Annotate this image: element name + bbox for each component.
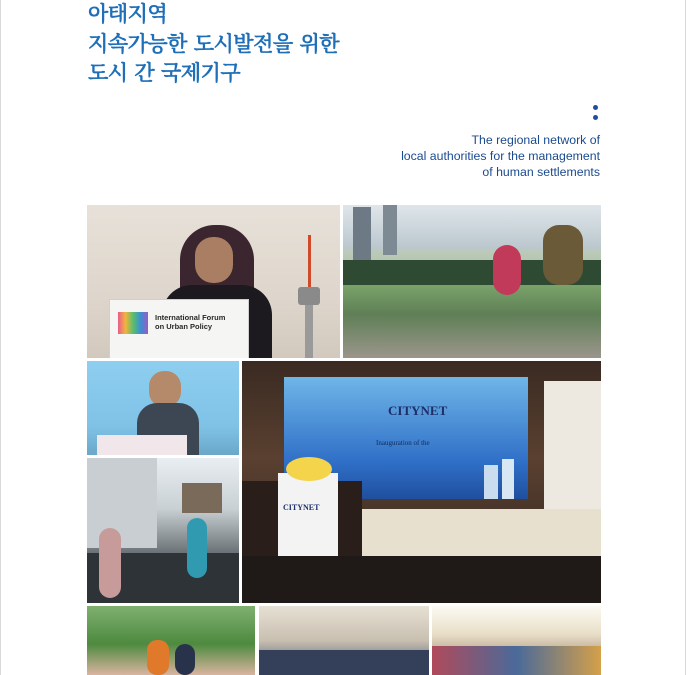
tower-top	[298, 287, 320, 305]
person	[175, 644, 195, 675]
building-wall	[87, 458, 157, 548]
spectator	[99, 528, 121, 598]
photo-group-mall	[259, 606, 429, 675]
photo-citynet-congress	[242, 361, 601, 603]
photo-stadium	[87, 458, 239, 603]
skyline	[484, 465, 498, 499]
forum-banner-line-2: on Urban Policy	[155, 322, 213, 331]
spectator	[187, 518, 207, 578]
photo-forum-speaker	[87, 205, 340, 358]
cyclist	[493, 245, 521, 295]
dot	[593, 105, 598, 110]
building	[383, 205, 397, 255]
title-line-1: 아태지역	[88, 2, 168, 26]
forum-logo	[118, 312, 148, 334]
screen-logo: CITYNET	[388, 403, 448, 418]
audience	[242, 556, 601, 603]
flowers	[286, 457, 332, 481]
group	[432, 646, 601, 675]
podium	[97, 435, 187, 455]
page-title	[88, 0, 339, 89]
subtitle-line-1: The regional network of	[471, 133, 600, 147]
construction	[182, 483, 222, 513]
cyclist	[543, 225, 583, 285]
person	[147, 640, 169, 675]
subtitle-line-2: local authorities for the management	[401, 149, 600, 163]
dot	[593, 115, 598, 120]
group	[259, 650, 429, 675]
photo-bike-sharing	[343, 205, 601, 358]
building	[353, 207, 371, 262]
skyline	[502, 459, 514, 499]
tower-shaft	[305, 305, 313, 358]
photo-podium-speaker	[87, 361, 239, 455]
decorative-dots	[593, 105, 601, 125]
speaker-face	[195, 237, 233, 283]
photo-group-hall	[432, 606, 601, 675]
photo-park-walk	[87, 606, 255, 675]
title-line-3: 도시 간 국제기구	[88, 61, 241, 85]
forum-banner-line-1: International Forum	[155, 313, 226, 322]
title-line-2: 지속가능한 도시발전을 위한	[88, 31, 340, 56]
speaker-head	[149, 371, 181, 407]
tower-antenna	[308, 235, 311, 295]
subtitle-line-3: of human settlements	[482, 165, 600, 179]
subtitle	[401, 132, 600, 180]
lectern-banner	[109, 299, 249, 358]
podium-logo: CITYNET	[283, 503, 320, 512]
page-edge-left	[0, 0, 1, 675]
bike-rack	[343, 285, 601, 358]
screen-text: Inauguration of the	[376, 439, 430, 447]
forum-banner-text	[155, 313, 225, 331]
